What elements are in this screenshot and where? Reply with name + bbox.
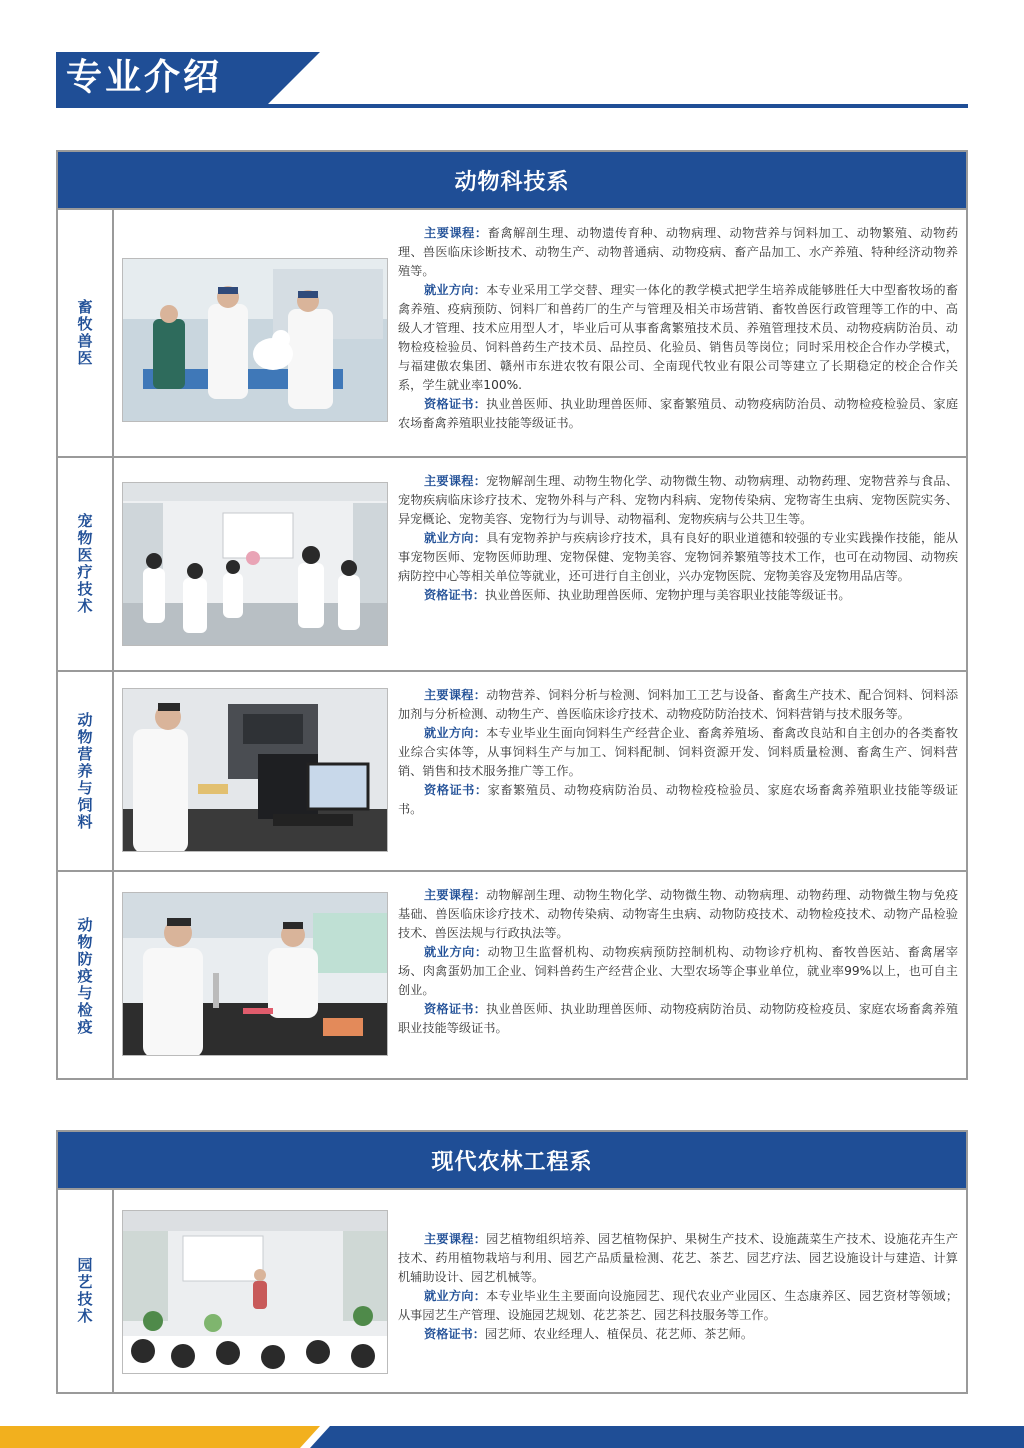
courses-label: 主要课程： <box>424 226 488 240</box>
major-row <box>58 870 966 1080</box>
department-animal-science <box>56 150 968 1080</box>
courses-text: 畜禽解剖生理、动物遗传育种、动物病理、动物营养与饲料加工、动物繁殖、动物药理、兽医临床诊断技术、动物生产、动物普通病、动物疫病、畜产品加工、水产养殖、特种经济动物养殖等。 <box>398 226 959 278</box>
careers-paragraph <box>398 1287 958 1325</box>
courses-paragraph <box>398 472 958 529</box>
major-name-cell <box>58 672 114 870</box>
careers-label: 就业方向： <box>424 283 487 297</box>
major-name: 动物营养与饲料 <box>75 711 94 831</box>
header-rule <box>56 104 968 108</box>
major-photo <box>122 482 388 646</box>
major-name-cell <box>58 458 114 670</box>
courses-paragraph <box>398 1230 958 1287</box>
department-title: 动物科技系 <box>58 152 966 208</box>
page-header <box>56 52 968 108</box>
careers-paragraph <box>398 281 958 395</box>
page-title: 专业介绍 <box>66 57 223 98</box>
footer-band <box>0 1426 1024 1448</box>
certs-text: 家畜繁殖员、动物疫病防治员、动物检疫检验员、家庭农场畜禽养殖职业技能等级证书。 <box>398 783 959 816</box>
courses-label: 主要课程： <box>424 474 487 488</box>
horticulture-class-photo <box>123 1211 388 1374</box>
careers-paragraph <box>398 724 958 781</box>
courses-text: 宠物解剖生理、动物生物化学、动物微生物、动物病理、动物药理、宠物营养与食品、宠物疾病临床诊疗技术、宠物外科与产科、宠物内科病、宠物传染病、宠物寄生虫病、宠物医院实务、异宠概论、宠物美容、宠物行为与训导、动物福利、宠物疾病与公共卫生等。 <box>398 474 959 526</box>
courses-text: 动物营养、饲料分析与检测、饲料加工工艺与设备、畜禽生产技术、配合饲料、饲料添加剂与分析检测、动物生产、兽医临床诊疗技术、动物疫防防治技术、饲料营销与技术服务等。 <box>398 688 959 721</box>
quarantine-lab-photo <box>123 893 388 1056</box>
careers-text: 本专业毕业生主要面向设施园艺、现代农业产业园区、生态康养区、园艺资材等领域；从事园艺生产管理、设施园艺规划、花艺茶艺、园艺科技服务等工作。 <box>398 1289 959 1322</box>
major-row <box>58 1188 966 1392</box>
courses-paragraph <box>398 686 958 724</box>
certs-text: 执业兽医师、执业助理兽医师、动物疫病防治员、动物防疫检疫员、家庭农场畜禽养殖职业技能等级证书。 <box>398 1002 959 1035</box>
certs-paragraph <box>398 395 958 433</box>
major-name-cell <box>58 210 114 456</box>
surgery-lab-photo <box>123 259 388 422</box>
certs-paragraph <box>398 781 958 819</box>
careers-label: 就业方向： <box>424 531 487 545</box>
certs-text: 执业兽医师、执业助理兽医师、宠物护理与美容职业技能等级证书。 <box>484 588 851 602</box>
major-description <box>398 472 958 605</box>
major-name-cell <box>58 872 114 1080</box>
major-description <box>398 686 958 819</box>
department-title: 现代农林工程系 <box>58 1132 966 1188</box>
pet-classroom-photo <box>123 483 388 646</box>
major-photo <box>122 688 388 852</box>
careers-text: 动物卫生监督机构、动物疾病预防控制机构、动物诊疗机构、畜牧兽医站、畜禽屠宰场、肉禽蛋奶加工企业、饲料兽药生产经营企业、大型农场等企事业单位，就业率99%以上，也可自主创业。 <box>398 945 959 997</box>
courses-paragraph <box>398 886 958 943</box>
certs-paragraph <box>398 1325 958 1344</box>
certs-label: 资格证书： <box>424 783 488 797</box>
courses-label: 主要课程： <box>424 888 487 902</box>
major-photo <box>122 892 388 1056</box>
major-name: 畜牧兽医 <box>75 299 94 367</box>
courses-paragraph <box>398 224 958 281</box>
major-description <box>398 1230 958 1344</box>
certs-label: 资格证书： <box>424 588 485 602</box>
courses-text: 园艺植物组织培养、园艺植物保护、果树生产技术、设施蔬菜生产技术、设施花卉生产技术、药用植物栽培与利用、园艺产品质量检测、花艺、茶艺、园艺疗法、园艺设施设计与建造、计算机辅助设计、园艺机械等。 <box>398 1232 959 1284</box>
major-name: 动物防疫与检疫 <box>75 916 94 1036</box>
major-row <box>58 456 966 670</box>
certs-paragraph <box>398 586 958 605</box>
careers-paragraph <box>398 529 958 586</box>
careers-text: 本专业毕业生面向饲料生产经营企业、畜禽养殖场、畜禽改良站和自主创办的各类畜牧业综合实体等，从事饲料生产与加工、饲料配制、饲料资源开发、饲料质量检测、畜禽生产、饲料营销、销售和技术服务推广等工作。 <box>398 726 959 778</box>
courses-text: 动物解剖生理、动物生物化学、动物微生物、动物病理、动物药理、动物微生物与免疫基础、兽医临床诊疗技术、动物传染病、动物寄生虫病、动物防疫技术、动物检疫技术、动物产品检验技术、兽医法规与行政执法等。 <box>398 888 959 940</box>
certs-label: 资格证书： <box>424 1002 487 1016</box>
careers-text: 具有宠物养护与疾病诊疗技术，具有良好的职业道德和较强的专业实践操作技能，能从事宠物医师、宠物医师助理、宠物保健、宠物美容、宠物饲养繁殖等技术工作，也可在动物园、动物疾病防控中心等相关单位等就业，还可进行自主创业，兴办宠物医院、宠物美容及宠物用品店等。 <box>398 531 959 583</box>
careers-label: 就业方向： <box>424 1289 487 1303</box>
courses-label: 主要课程： <box>424 688 487 702</box>
certs-paragraph <box>398 1000 958 1038</box>
certs-text: 园艺师、农业经理人、植保员、花艺师、茶艺师。 <box>484 1327 754 1341</box>
major-row <box>58 670 966 870</box>
major-row <box>58 208 966 456</box>
major-name-cell <box>58 1190 114 1392</box>
major-description <box>398 224 958 433</box>
careers-label: 就业方向： <box>424 945 488 959</box>
certs-label: 资格证书： <box>424 397 487 411</box>
major-photo <box>122 1210 388 1374</box>
department-agri-forestry <box>56 1130 968 1394</box>
careers-text: 本专业采用工学交替、理实一体化的教学模式把学生培养成能够胜任大中型畜牧场的畜禽养殖、疫病预防、饲料厂和兽药厂的生产与管理及相关市场营销、畜牧兽医行政管理等工作的中、高级人才管理、技术应用型人才，毕业后可从事畜禽繁殖技术员、养殖管理技术员、动物疫病防治员、动物检疫检验员、饲料兽药生产技术员、品控员、化验员、销售员等岗位；同时采用校企合作办学模式，与福建傲农集团、赣州市东进农牧有限公司、全南现代牧业有限公司等建立了长期稳定的校企合作关系，学生就业率100%. <box>398 283 959 392</box>
header-tab-slant <box>268 52 320 104</box>
major-photo <box>122 258 388 422</box>
major-name: 宠物医疗技术 <box>75 513 94 615</box>
careers-paragraph <box>398 943 958 1000</box>
major-description <box>398 886 958 1038</box>
feed-analysis-lab-photo <box>123 689 388 852</box>
major-name: 园艺技术 <box>75 1257 94 1325</box>
courses-label: 主要课程： <box>424 1232 487 1246</box>
careers-label: 就业方向： <box>424 726 487 740</box>
certs-text: 执业兽医师、执业助理兽医师、家畜繁殖员、动物疫病防治员、动物检疫检验员、家庭农场畜禽养殖职业技能等级证书。 <box>398 397 959 430</box>
certs-label: 资格证书： <box>424 1327 485 1341</box>
